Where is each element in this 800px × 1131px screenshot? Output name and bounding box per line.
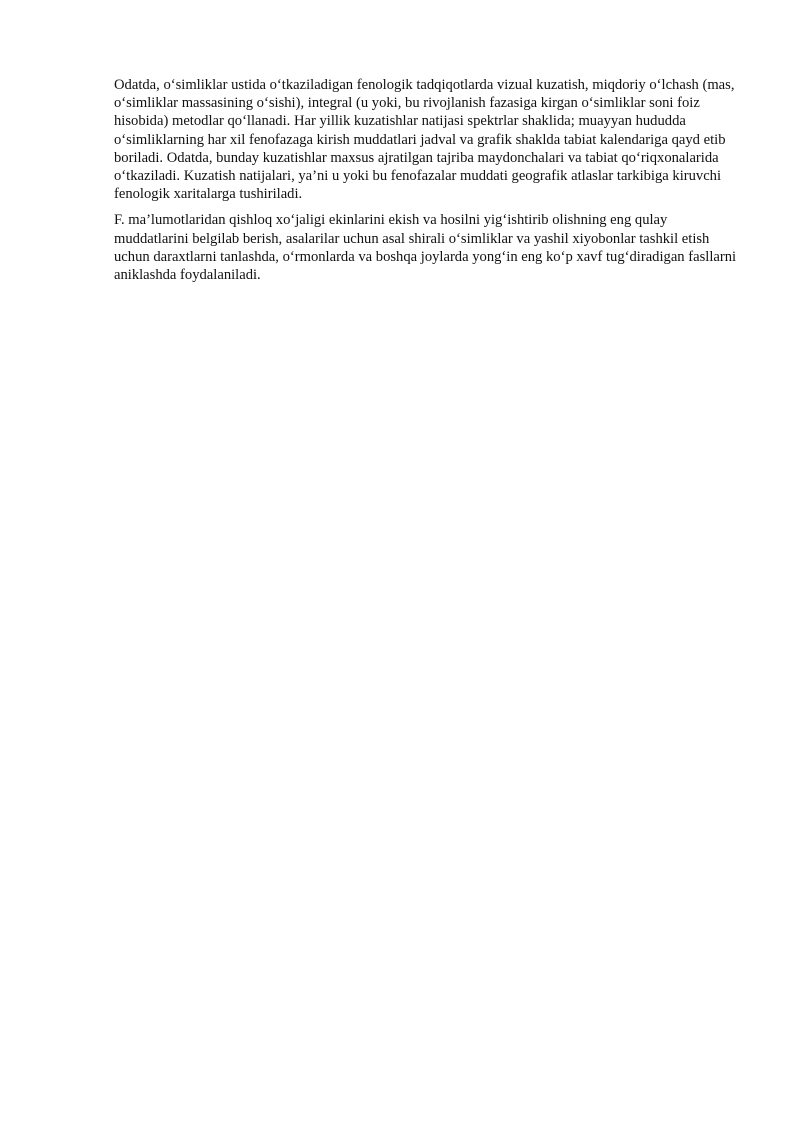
paragraph-1: Odatda, o‘simliklar ustida o‘tkaziladigan fenologik tadqiqotlarda vizual kuzatish, miqdoriy o‘lchash (mas, o‘simliklar massasining o‘sishi), integral (u yoki, bu rivojlanish fazasiga kirgan o‘simliklar soni foiz hisobida) metodlar qo‘llanadi. Har yillik kuzatishlar natijasi spektrlar shaklida; muayyan hududda o‘simliklarning har xil fenofazaga kirish muddatlari jadval va grafik shaklda tabiat kalendariga qayd etib boriladi. Odatda, bunday kuzatishlar maxsus ajratilgan tajriba maydonchalari va tabiat qo‘riqxonalarida o‘tkaziladi. Kuzatish natijalari, ya’ni u yoki bu fenofazalar muddati geografik atlaslar tarkibiga kiruvchi fenologik xaritalarga tushiriladi.	[114, 77, 735, 203]
document-body	[114, 76, 742, 292]
paragraph-2: F. ma’lumotlaridan qishloq xo‘jaligi ekinlarini ekish va hosilni yig‘ishtirib olishning eng qulay muddatlarini belgilab berish, asalarilar uchun asal shirali o‘simliklar va yashil xiyobonlar tashkil etish uchun daraxtlarni tanlashda, o‘rmonlarda va boshqa joylarda yong‘in eng ko‘p xavf tug‘diradigan fasllarni aniklashda foydalaniladi.	[114, 212, 737, 284]
